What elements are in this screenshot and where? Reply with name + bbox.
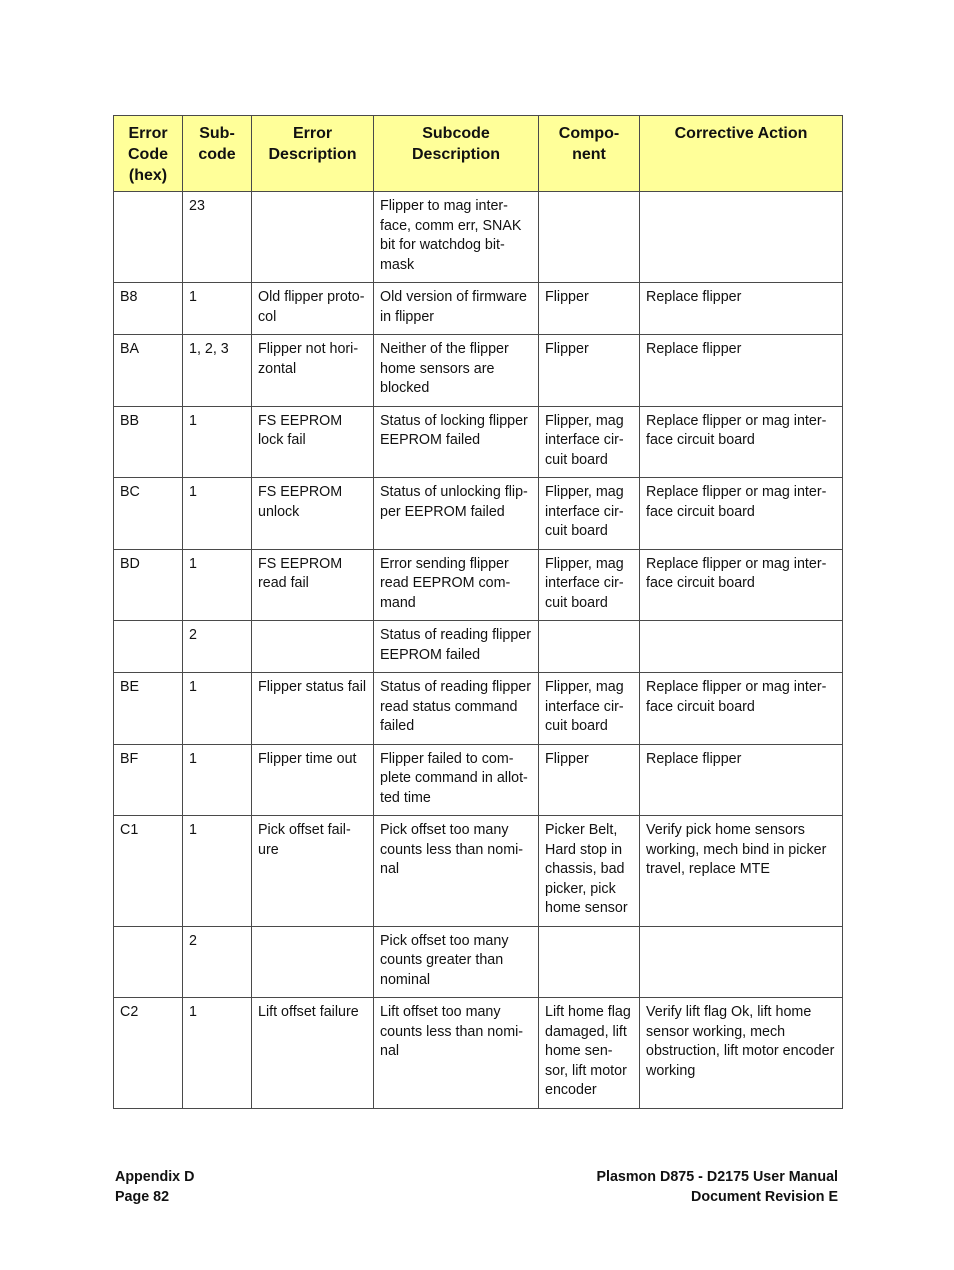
cell-subcode-description: Pick offset too many counts less than nomi- nal — [374, 816, 539, 927]
cell-corrective-action: Replace flipper — [640, 283, 843, 335]
cell-error-code: BE — [114, 673, 183, 745]
cell-component: Flipper, mag interface cir- cuit board — [539, 673, 640, 745]
cell-subcode-description: Flipper to mag inter- face, comm err, SNAK bit for watchdog bit- mask — [374, 192, 539, 283]
cell-subcode: 1 — [183, 998, 252, 1109]
cell-component: Flipper, mag interface cir- cuit board — [539, 549, 640, 621]
cell-subcode-description: Flipper failed to com- plete command in allot- ted time — [374, 744, 539, 816]
cell-component: Lift home flag damaged, lift home sen- sor, lift motor encoder — [539, 998, 640, 1109]
cell-error-description: Lift offset failure — [252, 998, 374, 1109]
header-error-code: Error Code (hex) — [114, 116, 183, 192]
cell-component: Picker Belt, Hard stop in chassis, bad picker, pick home sensor — [539, 816, 640, 927]
cell-subcode-description: Neither of the flipper home sensors are blocked — [374, 335, 539, 407]
table-body — [114, 192, 843, 1109]
cell-subcode: 1 — [183, 744, 252, 816]
cell-subcode: 1 — [183, 549, 252, 621]
cell-error-code: B8 — [114, 283, 183, 335]
cell-component: Flipper — [539, 744, 640, 816]
cell-subcode: 1, 2, 3 — [183, 335, 252, 407]
cell-subcode-description: Pick offset too many counts greater than nominal — [374, 926, 539, 998]
cell-corrective-action: Replace flipper or mag inter- face circuit board — [640, 549, 843, 621]
cell-corrective-action: Replace flipper — [640, 744, 843, 816]
cell-error-code: BA — [114, 335, 183, 407]
cell-subcode-description: Status of unlocking flip- per EEPROM failed — [374, 478, 539, 550]
cell-subcode-description: Status of locking flipper EEPROM failed — [374, 406, 539, 478]
table-row — [114, 673, 843, 745]
cell-corrective-action — [640, 192, 843, 283]
cell-component: Flipper, mag interface cir- cuit board — [539, 478, 640, 550]
table-row — [114, 283, 843, 335]
cell-subcode: 23 — [183, 192, 252, 283]
cell-subcode-description: Status of reading flipper read status command failed — [374, 673, 539, 745]
cell-subcode: 1 — [183, 673, 252, 745]
cell-error-description: FS EEPROM lock fail — [252, 406, 374, 478]
cell-subcode: 2 — [183, 621, 252, 673]
header-component: Compo- nent — [539, 116, 640, 192]
cell-corrective-action — [640, 926, 843, 998]
table-row — [114, 478, 843, 550]
cell-error-description: Flipper time out — [252, 744, 374, 816]
cell-subcode: 1 — [183, 406, 252, 478]
table-row — [114, 335, 843, 407]
cell-component: Flipper — [539, 335, 640, 407]
header-subcode: Sub- code — [183, 116, 252, 192]
table-row — [114, 926, 843, 998]
cell-error-code — [114, 192, 183, 283]
cell-error-description — [252, 621, 374, 673]
header-subcode-description: Subcode Description — [374, 116, 539, 192]
cell-subcode-description: Error sending flipper read EEPROM com- mand — [374, 549, 539, 621]
cell-error-code: C2 — [114, 998, 183, 1109]
footer-right: Plasmon D875 - D2175 User Manual Document Revision E — [596, 1169, 838, 1205]
cell-corrective-action — [640, 621, 843, 673]
cell-component — [539, 621, 640, 673]
cell-corrective-action: Replace flipper — [640, 335, 843, 407]
cell-subcode: 1 — [183, 816, 252, 927]
error-code-table — [113, 115, 843, 1109]
header-corrective-action: Corrective Action — [640, 116, 843, 192]
cell-error-code: BF — [114, 744, 183, 816]
cell-subcode: 1 — [183, 283, 252, 335]
header-error-description: Error Description — [252, 116, 374, 192]
cell-corrective-action: Replace flipper or mag inter- face circuit board — [640, 406, 843, 478]
cell-component — [539, 192, 640, 283]
cell-subcode: 1 — [183, 478, 252, 550]
table-row — [114, 549, 843, 621]
cell-error-description: FS EEPROM unlock — [252, 478, 374, 550]
cell-error-description — [252, 926, 374, 998]
cell-error-code — [114, 621, 183, 673]
cell-error-description: Flipper status fail — [252, 673, 374, 745]
table-header-row — [114, 116, 843, 192]
cell-error-code: BC — [114, 478, 183, 550]
cell-corrective-action: Verify lift flag Ok, lift home sensor working, mech obstruction, lift motor encoder working — [640, 998, 843, 1109]
cell-error-code: BD — [114, 549, 183, 621]
cell-subcode-description: Status of reading flipper EEPROM failed — [374, 621, 539, 673]
cell-component: Flipper, mag interface cir- cuit board — [539, 406, 640, 478]
table-row — [114, 621, 843, 673]
cell-error-code: BB — [114, 406, 183, 478]
footer-left: Appendix D Page 82 — [115, 1169, 195, 1205]
cell-component: Flipper — [539, 283, 640, 335]
cell-error-code — [114, 926, 183, 998]
cell-error-description: Pick offset fail- ure — [252, 816, 374, 927]
table-row — [114, 406, 843, 478]
cell-corrective-action: Replace flipper or mag inter- face circuit board — [640, 478, 843, 550]
cell-error-description: Flipper not hori- zontal — [252, 335, 374, 407]
table-row — [114, 998, 843, 1109]
cell-error-code: C1 — [114, 816, 183, 927]
cell-error-description: Old flipper proto- col — [252, 283, 374, 335]
cell-component — [539, 926, 640, 998]
table-row — [114, 816, 843, 927]
cell-corrective-action: Replace flipper or mag inter- face circuit board — [640, 673, 843, 745]
table-row — [114, 744, 843, 816]
cell-subcode: 2 — [183, 926, 252, 998]
table-row — [114, 192, 843, 283]
cell-error-description: FS EEPROM read fail — [252, 549, 374, 621]
cell-corrective-action: Verify pick home sensors working, mech bind in picker travel, replace MTE — [640, 816, 843, 927]
cell-error-description — [252, 192, 374, 283]
cell-subcode-description: Lift offset too many counts less than nomi- nal — [374, 998, 539, 1109]
cell-subcode-description: Old version of firmware in flipper — [374, 283, 539, 335]
